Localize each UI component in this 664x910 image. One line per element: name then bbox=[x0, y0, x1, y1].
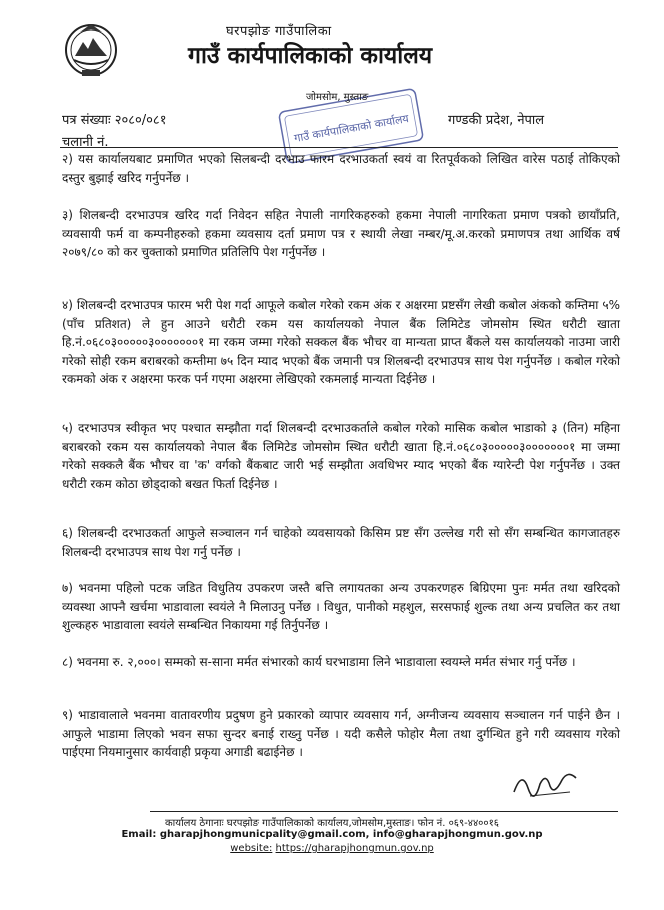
footer-email-secondary[interactable]: , info@gharapjhongmun.gov.np bbox=[365, 829, 543, 840]
footer-website-link[interactable]: https://gharapjhongmun.gov.np bbox=[275, 843, 434, 854]
clause-4: ४) शिलबन्दी दरभाउपत्र फारम भरी पेश गर्दा आफूले कबोल गरेको रकम अंक र अक्षरमा प्रष्टसँग लेखी कबोल अंकको कम्तिमा ५% (पाँच प्रतिशत) ले हुन आउने धरौटी रकम यस कार्यालयको नेपाल बैंक लिमिटेड जोमसोम स्थित धरौटी खाता हि.नं.०६८०३०००००३०००००००१ मा रकम जम्मा गरेको सक्कल बैंक भौचर वा मान्यता प्राप्त बैंकले यस कार्यालयको नाउमा जारी गरेको सोही रकम बराबरको कम्तीमा ७५ दिन म्याद भएको बैंक जमानी पत्र शिलबन्दी दरभाउपत्र साथ पेश गर्नुपर्नेछ । कबोल गरेको रकमको अंक र अक्षरमा फरक पर्न गएमा अक्षरमा लेखिएको रकमलाई मान्यता दिईनेछ । bbox=[62, 298, 620, 386]
office-title: गाउँ कार्यपालिकाको कार्यालय bbox=[188, 43, 433, 69]
clause-7: ७) भवनमा पहिलो पटक जडित विधुतिय उपकरण जस्तै बत्ति लगायतका अन्य उपकरणहरु बिग्रिएमा पुनः मर्मत तथा खरिदको व्यवस्था आफ्नै खर्चमा भाडावाला स्वयंले नै मिलाउनु पर्नेछ । विधुत, पानीको महशुल, सरसफाई शुल्क तथा अन्य प्रचलित कर तथा शुल्कहरु भाडावाला स्वयंले सम्बन्धित निकायमा गई तिर्नुपर्नेछ । bbox=[62, 581, 620, 632]
clause-9: ९) भाडावालाले भवनमा वातावरणीय प्रदुषण हुने प्रकारको व्यापार व्यवसाय गर्न, अग्नीजन्य व्यवसाय सञ्चालन गर्न पाईने छैन । आफुले भाडामा लिएको भवन सफा सुन्दर बनाई राख्नु पर्नेछ । यदी कसैले फोहोर मैला तथा दुर्गन्धित हुने गरी व्यवसाय गरेको पाईएमा नियमानुसार कार्यवाही प्रकृया अगाडी बढाईनेछ । bbox=[62, 708, 620, 759]
footer-email bbox=[0, 829, 664, 840]
footer-email-label: Email: bbox=[121, 829, 157, 840]
nepal-emblem-icon bbox=[62, 18, 120, 80]
footer-website-label: website: bbox=[230, 843, 273, 854]
footer-divider bbox=[150, 811, 618, 812]
reference-number: पत्र संख्याः २०८०/०८१ bbox=[62, 113, 167, 128]
footer-website bbox=[0, 843, 664, 854]
clause-3: ३) शिलबन्दी दरभाउपत्र खरिद गर्दा निवेदन सहित नेपाली नागरिकहरुको हकमा नेपाली नागरिकता प्रमाण पत्रको छायाँप्रति, व्यवसायी फर्म वा कम्पनीहरुको हकमा व्यवसाय दर्ता प्रमाण पत्र र स्थायी लेखा नम्बर/मू.अ.करको प्रमाणपत्र तथा आर्थिक वर्ष २०७९/८० को कर चुक्ताको प्रमाणित प्रतिलिपि पेश गर्नुपर्नेछ । bbox=[62, 208, 620, 259]
office-address: जोमसोम, मुस्ताङ bbox=[306, 92, 369, 103]
footer-address: कार्यालय ठेगानाः घरपझोङ गाउँपालिकाको कार्यालय,जोमसोम,मुस्ताङ। फोन नं. ०६९-४४००१६ bbox=[165, 818, 499, 829]
header-divider bbox=[60, 147, 618, 148]
clause-5: ५) दरभाउपत्र स्वीकृत भए पश्चात सम्झौता गर्दा शिलबन्दी दरभाउकर्ताले कबोल गरेको मासिक कबोल भाडाको ३ (तिन) महिना बराबरको रकम यस कार्यालयको नेपाल बैंक लिमिटेड जोमसोम स्थित धरौटी खाता हि.नं.०६८०३०००००३०००००००१ मा जम्मा गरेको सक्कलै बैंक भौचर वा 'क' वर्गको बैंकबाट जारी भई सम्झौता अवधिभर म्याद भएको बैंक ग्यारेन्टी पेश गर्नुपर्नेछ । उक्त धरौटी रकम कोठा छोड्दाको बखत फिर्ता दिईनेछ । bbox=[62, 421, 620, 491]
clause-6: ६) शिलबन्दी दरभाउकर्ता आफुले सञ्चालन गर्न चाहेको व्यवसायको किसिम प्रष्ट सँग उल्लेख गरी सो सँग सम्बन्धित कागजातहरु शिलबन्दी दरभाउपत्र साथ पेश गर्नु पर्नेछ । bbox=[62, 526, 620, 559]
municipality-name: घरपझोङ गाउँपालिका bbox=[226, 24, 332, 39]
signature bbox=[510, 762, 582, 804]
footer-email-primary[interactable]: gharapjhongmunicpality@gmail.com bbox=[159, 829, 366, 840]
stamp-text: गाउँ कार्यपालिकाको कार्यालय bbox=[293, 111, 410, 145]
clause-2: २) यस कार्यालयबाट प्रमाणित भएको सिलबन्दी दरभाउ फारम दरभाउकर्ता स्वयं वा रितपूर्वकको लिखित वारेस पठाई तोकिएको दस्तुर बुझाई खरिद गर्नुपर्नेछ । bbox=[62, 152, 620, 185]
clause-8: ८) भवनमा रु. २,०००। सम्मको स-साना मर्मत संभारको कार्य घरभाडामा लिने भाडावाला स्वयम्ले मर्मत संभार गर्नु पर्नेछ । bbox=[62, 655, 576, 669]
dispatch-number: चलानी नं. bbox=[62, 135, 109, 150]
province-name: गण्डकी प्रदेश, नेपाल bbox=[448, 113, 545, 128]
